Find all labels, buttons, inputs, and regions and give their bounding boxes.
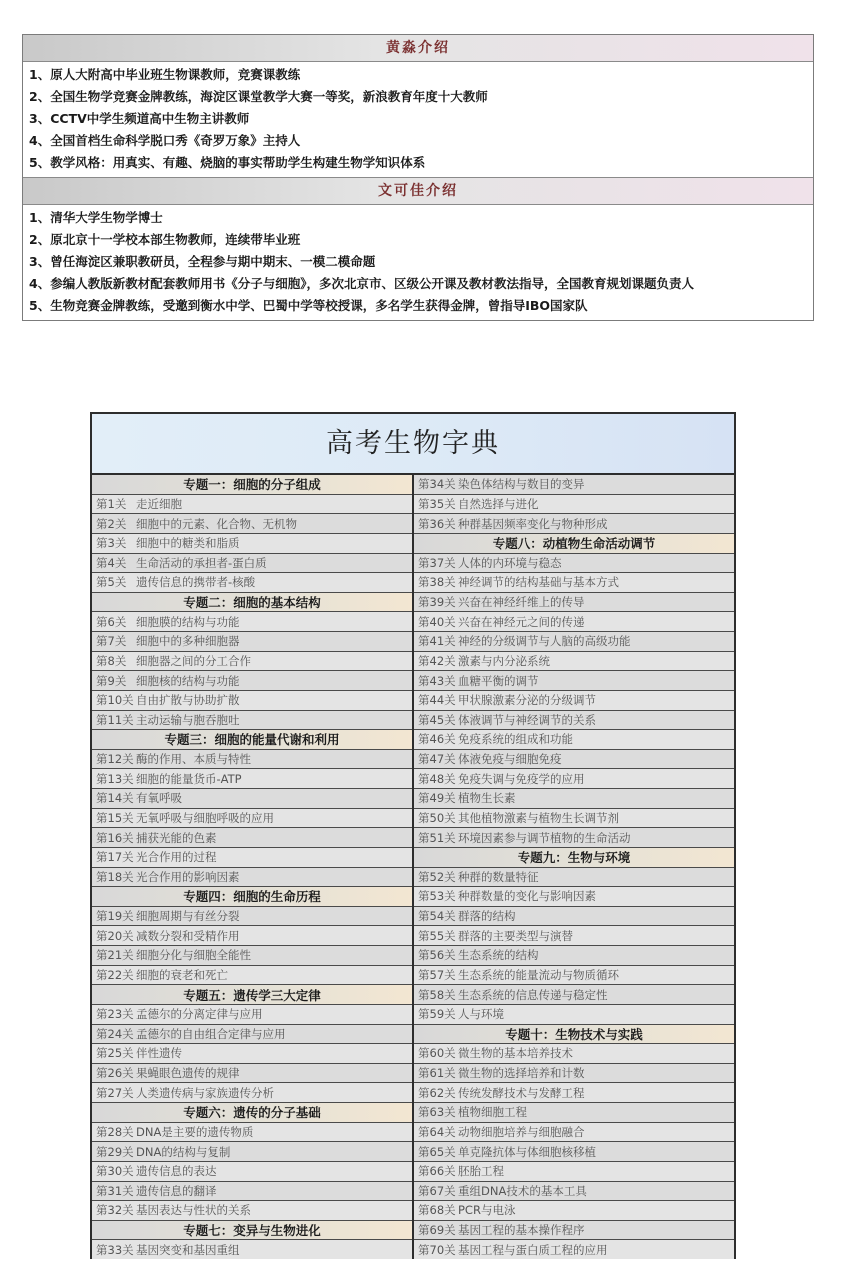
chapter-number: 第47关 [418, 752, 456, 767]
chapter-number: 第33关 [96, 1242, 134, 1257]
dictionary-columns [92, 475, 734, 1259]
chapter-number: 第23关 [96, 1007, 134, 1022]
chapter-row [414, 691, 734, 711]
chapter-title: 孟德尔的自由组合定律与应用 [136, 1026, 286, 1041]
chapter-number: 第10关 [96, 693, 134, 708]
chapter-number: 第9关 [96, 673, 127, 688]
bio-line: 1、清华大学生物学博士 [29, 210, 163, 225]
chapter-number: 第70关 [418, 1242, 456, 1257]
chapter-title: 植物生长素 [458, 791, 516, 806]
topic-header: 专题三：细胞的能量代谢和利用 [92, 730, 412, 750]
topic-header: 专题一：细胞的分子组成 [92, 475, 412, 495]
chapter-title: 生命活动的承担者-蛋白质 [136, 555, 267, 570]
bio-line: 3、CCTV中学生频道高中生物主讲教师 [29, 111, 250, 126]
chapter-row [414, 671, 734, 691]
chapter-row [92, 1240, 412, 1259]
chapter-row [92, 554, 412, 574]
topic-header: 专题九：生物与环境 [414, 848, 734, 868]
chapter-row [92, 1005, 412, 1025]
chapter-row [92, 1142, 412, 1162]
chapter-number: 第45关 [418, 712, 456, 727]
bio-line: 5、教学风格：用真实、有趣、烧脑的事实帮助学生构建生物学知识体系 [29, 155, 426, 170]
chapter-row [92, 1201, 412, 1221]
chapter-title: 细胞的衰老和死亡 [136, 967, 228, 982]
bio-block-wenkejia [23, 177, 813, 320]
chapter-row [414, 475, 734, 495]
chapter-title: 细胞的能量货币-ATP [136, 771, 242, 786]
chapter-title: 基因表达与性状的关系 [136, 1203, 251, 1218]
chapter-row [414, 1005, 734, 1025]
chapter-title: 单克隆抗体与体细胞核移植 [458, 1144, 596, 1159]
chapter-number: 第35关 [418, 496, 456, 511]
chapter-row [414, 1103, 734, 1123]
chapter-number: 第6关 [96, 614, 127, 629]
chapter-row [414, 1162, 734, 1182]
chapter-row [414, 652, 734, 672]
chapter-title: 环境因素参与调节植物的生命活动 [458, 830, 631, 845]
chapter-number: 第22关 [96, 967, 134, 982]
chapter-number: 第54关 [418, 909, 456, 924]
chapter-title: 其他植物激素与植物生长调节剂 [458, 810, 619, 825]
chapter-title: 细胞中的糖类和脂质 [136, 536, 240, 551]
chapter-title: 动物细胞培养与细胞融合 [458, 1124, 585, 1139]
chapter-title: 体液调节与神经调节的关系 [458, 712, 596, 727]
chapter-row [92, 1064, 412, 1084]
chapter-row [92, 711, 412, 731]
chapter-title: 兴奋在神经纤维上的传导 [458, 595, 585, 610]
chapter-number: 第26关 [96, 1066, 134, 1081]
chapter-row [414, 1064, 734, 1084]
chapter-title: 细胞中的多种细胞器 [136, 634, 240, 649]
chapter-number: 第51关 [418, 830, 456, 845]
chapter-number: 第34关 [418, 477, 456, 492]
chapter-row [414, 593, 734, 613]
chapter-row [414, 828, 734, 848]
chapter-title: 甲状腺激素分泌的分级调节 [458, 693, 596, 708]
chapter-title: 种群数量的变化与影响因素 [458, 889, 596, 904]
chapter-title: 有氧呼吸 [136, 791, 182, 806]
chapter-title: 血糖平衡的调节 [458, 673, 539, 688]
chapter-title: 自由扩散与协助扩散 [136, 693, 240, 708]
chapter-row [92, 907, 412, 927]
chapter-row [414, 985, 734, 1005]
chapter-title: 微生物的基本培养技术 [458, 1046, 573, 1061]
chapter-title: 减数分裂和受精作用 [136, 928, 240, 943]
chapter-number: 第62关 [418, 1085, 456, 1100]
chapter-row [92, 809, 412, 829]
chapter-number: 第61关 [418, 1066, 456, 1081]
chapter-number: 第7关 [96, 634, 127, 649]
chapter-title: 走近细胞 [136, 496, 182, 511]
bio-block-huangmiao [23, 35, 813, 177]
chapter-title: 体液免疫与细胞免疫 [458, 752, 562, 767]
bio-list [23, 62, 813, 177]
chapter-number: 第21关 [96, 948, 134, 963]
topic-header: 专题二：细胞的基本结构 [92, 593, 412, 613]
chapter-row [414, 887, 734, 907]
chapter-number: 第55关 [418, 928, 456, 943]
chapter-title: 重组DNA技术的基本工具 [458, 1183, 587, 1198]
chapter-number: 第36关 [418, 516, 456, 531]
chapter-title: 无氧呼吸与细胞呼吸的应用 [136, 810, 274, 825]
chapter-row [414, 554, 734, 574]
chapter-row [414, 907, 734, 927]
chapter-title: 传统发酵技术与发酵工程 [458, 1085, 585, 1100]
chapter-title: 免疫失调与免疫学的应用 [458, 771, 585, 786]
chapter-number: 第53关 [418, 889, 456, 904]
chapter-title: 免疫系统的组成和功能 [458, 732, 573, 747]
chapter-number: 第11关 [96, 712, 134, 727]
chapter-title: 神经调节的结构基础与基本方式 [458, 575, 619, 590]
chapter-row [92, 750, 412, 770]
topic-header: 专题四：细胞的生命历程 [92, 887, 412, 907]
chapter-number: 第8关 [96, 653, 127, 668]
chapter-row [414, 1201, 734, 1221]
chapter-number: 第69关 [418, 1223, 456, 1238]
chapter-title: 孟德尔的分离定律与应用 [136, 1007, 263, 1022]
chapter-title: 细胞器之间的分工合作 [136, 653, 251, 668]
chapter-row [414, 1142, 734, 1162]
chapter-row [92, 769, 412, 789]
chapter-row [414, 632, 734, 652]
chapter-row [414, 809, 734, 829]
bio-line: 2、原北京十一学校本部生物教师，连续带毕业班 [29, 232, 301, 247]
chapter-row [92, 691, 412, 711]
bio-line: 1、原人大附高中毕业班生物课教师，竞赛课教练 [29, 67, 301, 82]
chapter-number: 第48关 [418, 771, 456, 786]
chapter-title: 细胞周期与有丝分裂 [136, 909, 240, 924]
chapter-row [92, 652, 412, 672]
chapter-row [92, 495, 412, 515]
chapter-number: 第41关 [418, 634, 456, 649]
chapter-title: 遗传信息的表达 [136, 1164, 217, 1179]
chapter-number: 第20关 [96, 928, 134, 943]
chapter-title: 激素与内分泌系统 [458, 653, 550, 668]
chapter-number: 第13关 [96, 771, 134, 786]
chapter-number: 第67关 [418, 1183, 456, 1198]
chapter-number: 第38关 [418, 575, 456, 590]
chapter-title: 种群的数量特征 [458, 869, 539, 884]
chapter-number: 第29关 [96, 1144, 134, 1159]
chapter-row [414, 750, 734, 770]
chapter-row [414, 1240, 734, 1259]
chapter-title: 生态系统的结构 [458, 948, 539, 963]
chapter-number: 第40关 [418, 614, 456, 629]
chapter-number: 第68关 [418, 1203, 456, 1218]
chapter-title: DNA是主要的遗传物质 [136, 1124, 254, 1139]
chapter-row [414, 1123, 734, 1143]
chapter-number: 第64关 [418, 1124, 456, 1139]
chapter-title: 人与环境 [458, 1007, 504, 1022]
chapter-row [92, 573, 412, 593]
chapter-title: 微生物的选择培养和计数 [458, 1066, 585, 1081]
chapter-title: 人类遗传病与家族遗传分析 [136, 1085, 274, 1100]
chapter-number: 第39关 [418, 595, 456, 610]
chapter-row [92, 1083, 412, 1103]
chapter-row [92, 1123, 412, 1143]
chapter-number: 第43关 [418, 673, 456, 688]
chapter-title: PCR与电泳 [458, 1203, 516, 1218]
chapter-title: DNA的结构与复制 [136, 1144, 231, 1159]
chapter-row [414, 711, 734, 731]
chapter-number: 第56关 [418, 948, 456, 963]
chapter-row [92, 534, 412, 554]
chapter-title: 胚胎工程 [458, 1164, 504, 1179]
chapter-number: 第24关 [96, 1026, 134, 1041]
chapter-title: 神经的分级调节与人脑的高级功能 [458, 634, 631, 649]
chapter-title: 基因突变和基因重组 [136, 1242, 240, 1257]
chapter-number: 第30关 [96, 1164, 134, 1179]
chapter-number: 第1关 [96, 496, 127, 511]
chapter-row [414, 612, 734, 632]
bio-line: 4、参编人教版新教材配套教师用书《分子与细胞》，多次北京市、区级公开课及教材教法指导，全国教育规划课题负责人 [29, 276, 694, 291]
chapter-row [414, 926, 734, 946]
chapter-row [92, 848, 412, 868]
chapter-number: 第57关 [418, 967, 456, 982]
bio-header: 黄淼介绍 [23, 35, 813, 62]
chapter-row [92, 632, 412, 652]
chapter-title: 细胞中的元素、化合物、无机物 [136, 516, 297, 531]
chapter-number: 第4关 [96, 555, 127, 570]
chapter-row [414, 868, 734, 888]
chapter-title: 种群基因频率变化与物种形成 [458, 516, 608, 531]
chapter-title: 细胞分化与细胞全能性 [136, 948, 251, 963]
chapter-title: 染色体结构与数目的变异 [458, 477, 585, 492]
chapter-number: 第66关 [418, 1164, 456, 1179]
chapter-title: 生态系统的信息传递与稳定性 [458, 987, 608, 1002]
chapter-title: 遗传信息的翻译 [136, 1183, 217, 1198]
chapter-number: 第46关 [418, 732, 456, 747]
chapter-number: 第44关 [418, 693, 456, 708]
chapter-title: 光合作用的影响因素 [136, 869, 240, 884]
chapter-number: 第65关 [418, 1144, 456, 1159]
chapter-row [92, 612, 412, 632]
bio-line: 5、生物竞赛金牌教练，受邀到衡水中学、巴蜀中学等校授课，多名学生获得金牌，曾指导IBO国家队 [29, 298, 588, 313]
chapter-row [414, 730, 734, 750]
chapter-row [92, 1025, 412, 1045]
dictionary-title: 高考生物字典 [92, 414, 734, 475]
topic-header: 专题五：遗传学三大定律 [92, 985, 412, 1005]
bio-line: 2、全国生物学竞赛金牌教练，海淀区课堂教学大赛一等奖，新浪教育年度十大教师 [29, 89, 488, 104]
chapter-number: 第16关 [96, 830, 134, 845]
chapter-title: 果蝇眼色遗传的规律 [136, 1066, 240, 1081]
bio-list [23, 205, 813, 320]
bio-line: 3、曾任海淀区兼职教研员，全程参与期中期末、一模二模命题 [29, 254, 376, 269]
chapter-title: 生态系统的能量流动与物质循环 [458, 967, 619, 982]
chapter-title: 捕获光能的色素 [136, 830, 217, 845]
chapter-number: 第37关 [418, 555, 456, 570]
topic-header: 专题六：遗传的分子基础 [92, 1103, 412, 1123]
chapter-row [92, 868, 412, 888]
chapter-row [92, 789, 412, 809]
chapter-number: 第27关 [96, 1085, 134, 1100]
chapter-title: 基因工程的基本操作程序 [458, 1223, 585, 1238]
chapter-number: 第32关 [96, 1203, 134, 1218]
chapter-title: 人体的内环境与稳态 [458, 555, 562, 570]
chapter-number: 第2关 [96, 516, 127, 531]
chapter-row [414, 1221, 734, 1241]
chapter-row [414, 1044, 734, 1064]
chapter-number: 第28关 [96, 1124, 134, 1139]
chapter-number: 第50关 [418, 810, 456, 825]
chapter-row [414, 1182, 734, 1202]
dictionary-left-column [92, 475, 414, 1259]
chapter-row [92, 1182, 412, 1202]
chapter-number: 第14关 [96, 791, 134, 806]
chapter-title: 兴奋在神经元之间的传递 [458, 614, 585, 629]
chapter-number: 第60关 [418, 1046, 456, 1061]
chapter-row [414, 946, 734, 966]
chapter-title: 群落的主要类型与演替 [458, 928, 573, 943]
chapter-row [92, 671, 412, 691]
chapter-number: 第3关 [96, 536, 127, 551]
chapter-row [414, 789, 734, 809]
chapter-number: 第19关 [96, 909, 134, 924]
chapter-number: 第42关 [418, 653, 456, 668]
chapter-title: 光合作用的过程 [136, 850, 217, 865]
chapter-row [92, 1162, 412, 1182]
chapter-row [414, 514, 734, 534]
chapter-row [92, 828, 412, 848]
bio-line: 4、全国首档生命科学脱口秀《奇罗万象》主持人 [29, 133, 301, 148]
chapter-row [92, 926, 412, 946]
biology-dictionary-table [90, 412, 736, 1259]
chapter-title: 细胞膜的结构与功能 [136, 614, 240, 629]
topic-header: 专题十：生物技术与实践 [414, 1025, 734, 1045]
dictionary-right-column [414, 475, 734, 1259]
chapter-number: 第31关 [96, 1183, 134, 1198]
chapter-row [414, 573, 734, 593]
chapter-row [92, 1044, 412, 1064]
chapter-title: 自然选择与进化 [458, 496, 539, 511]
chapter-title: 细胞核的结构与功能 [136, 673, 240, 688]
chapter-row [92, 514, 412, 534]
chapter-row [414, 966, 734, 986]
chapter-number: 第17关 [96, 850, 134, 865]
topic-header: 专题七：变异与生物进化 [92, 1221, 412, 1241]
chapter-number: 第59关 [418, 1007, 456, 1022]
chapter-title: 主动运输与胞吞胞吐 [136, 712, 240, 727]
topic-header: 专题八：动植物生命活动调节 [414, 534, 734, 554]
chapter-title: 酶的作用、本质与特性 [136, 752, 251, 767]
chapter-number: 第5关 [96, 575, 127, 590]
chapter-number: 第12关 [96, 752, 134, 767]
chapter-title: 植物细胞工程 [458, 1105, 527, 1120]
chapter-title: 基因工程与蛋白质工程的应用 [458, 1242, 608, 1257]
chapter-number: 第25关 [96, 1046, 134, 1061]
chapter-row [92, 946, 412, 966]
chapter-number: 第49关 [418, 791, 456, 806]
chapter-number: 第52关 [418, 869, 456, 884]
chapter-title: 遗传信息的携带者-核酸 [136, 575, 256, 590]
chapter-number: 第15关 [96, 810, 134, 825]
chapter-title: 伴性遗传 [136, 1046, 182, 1061]
chapter-number: 第18关 [96, 869, 134, 884]
chapter-row [414, 769, 734, 789]
chapter-row [92, 966, 412, 986]
chapter-title: 群落的结构 [458, 909, 516, 924]
chapter-row [414, 1083, 734, 1103]
bio-section [22, 34, 814, 321]
chapter-row [414, 495, 734, 515]
bio-header: 文可佳介绍 [23, 177, 813, 205]
chapter-number: 第58关 [418, 987, 456, 1002]
chapter-number: 第63关 [418, 1105, 456, 1120]
